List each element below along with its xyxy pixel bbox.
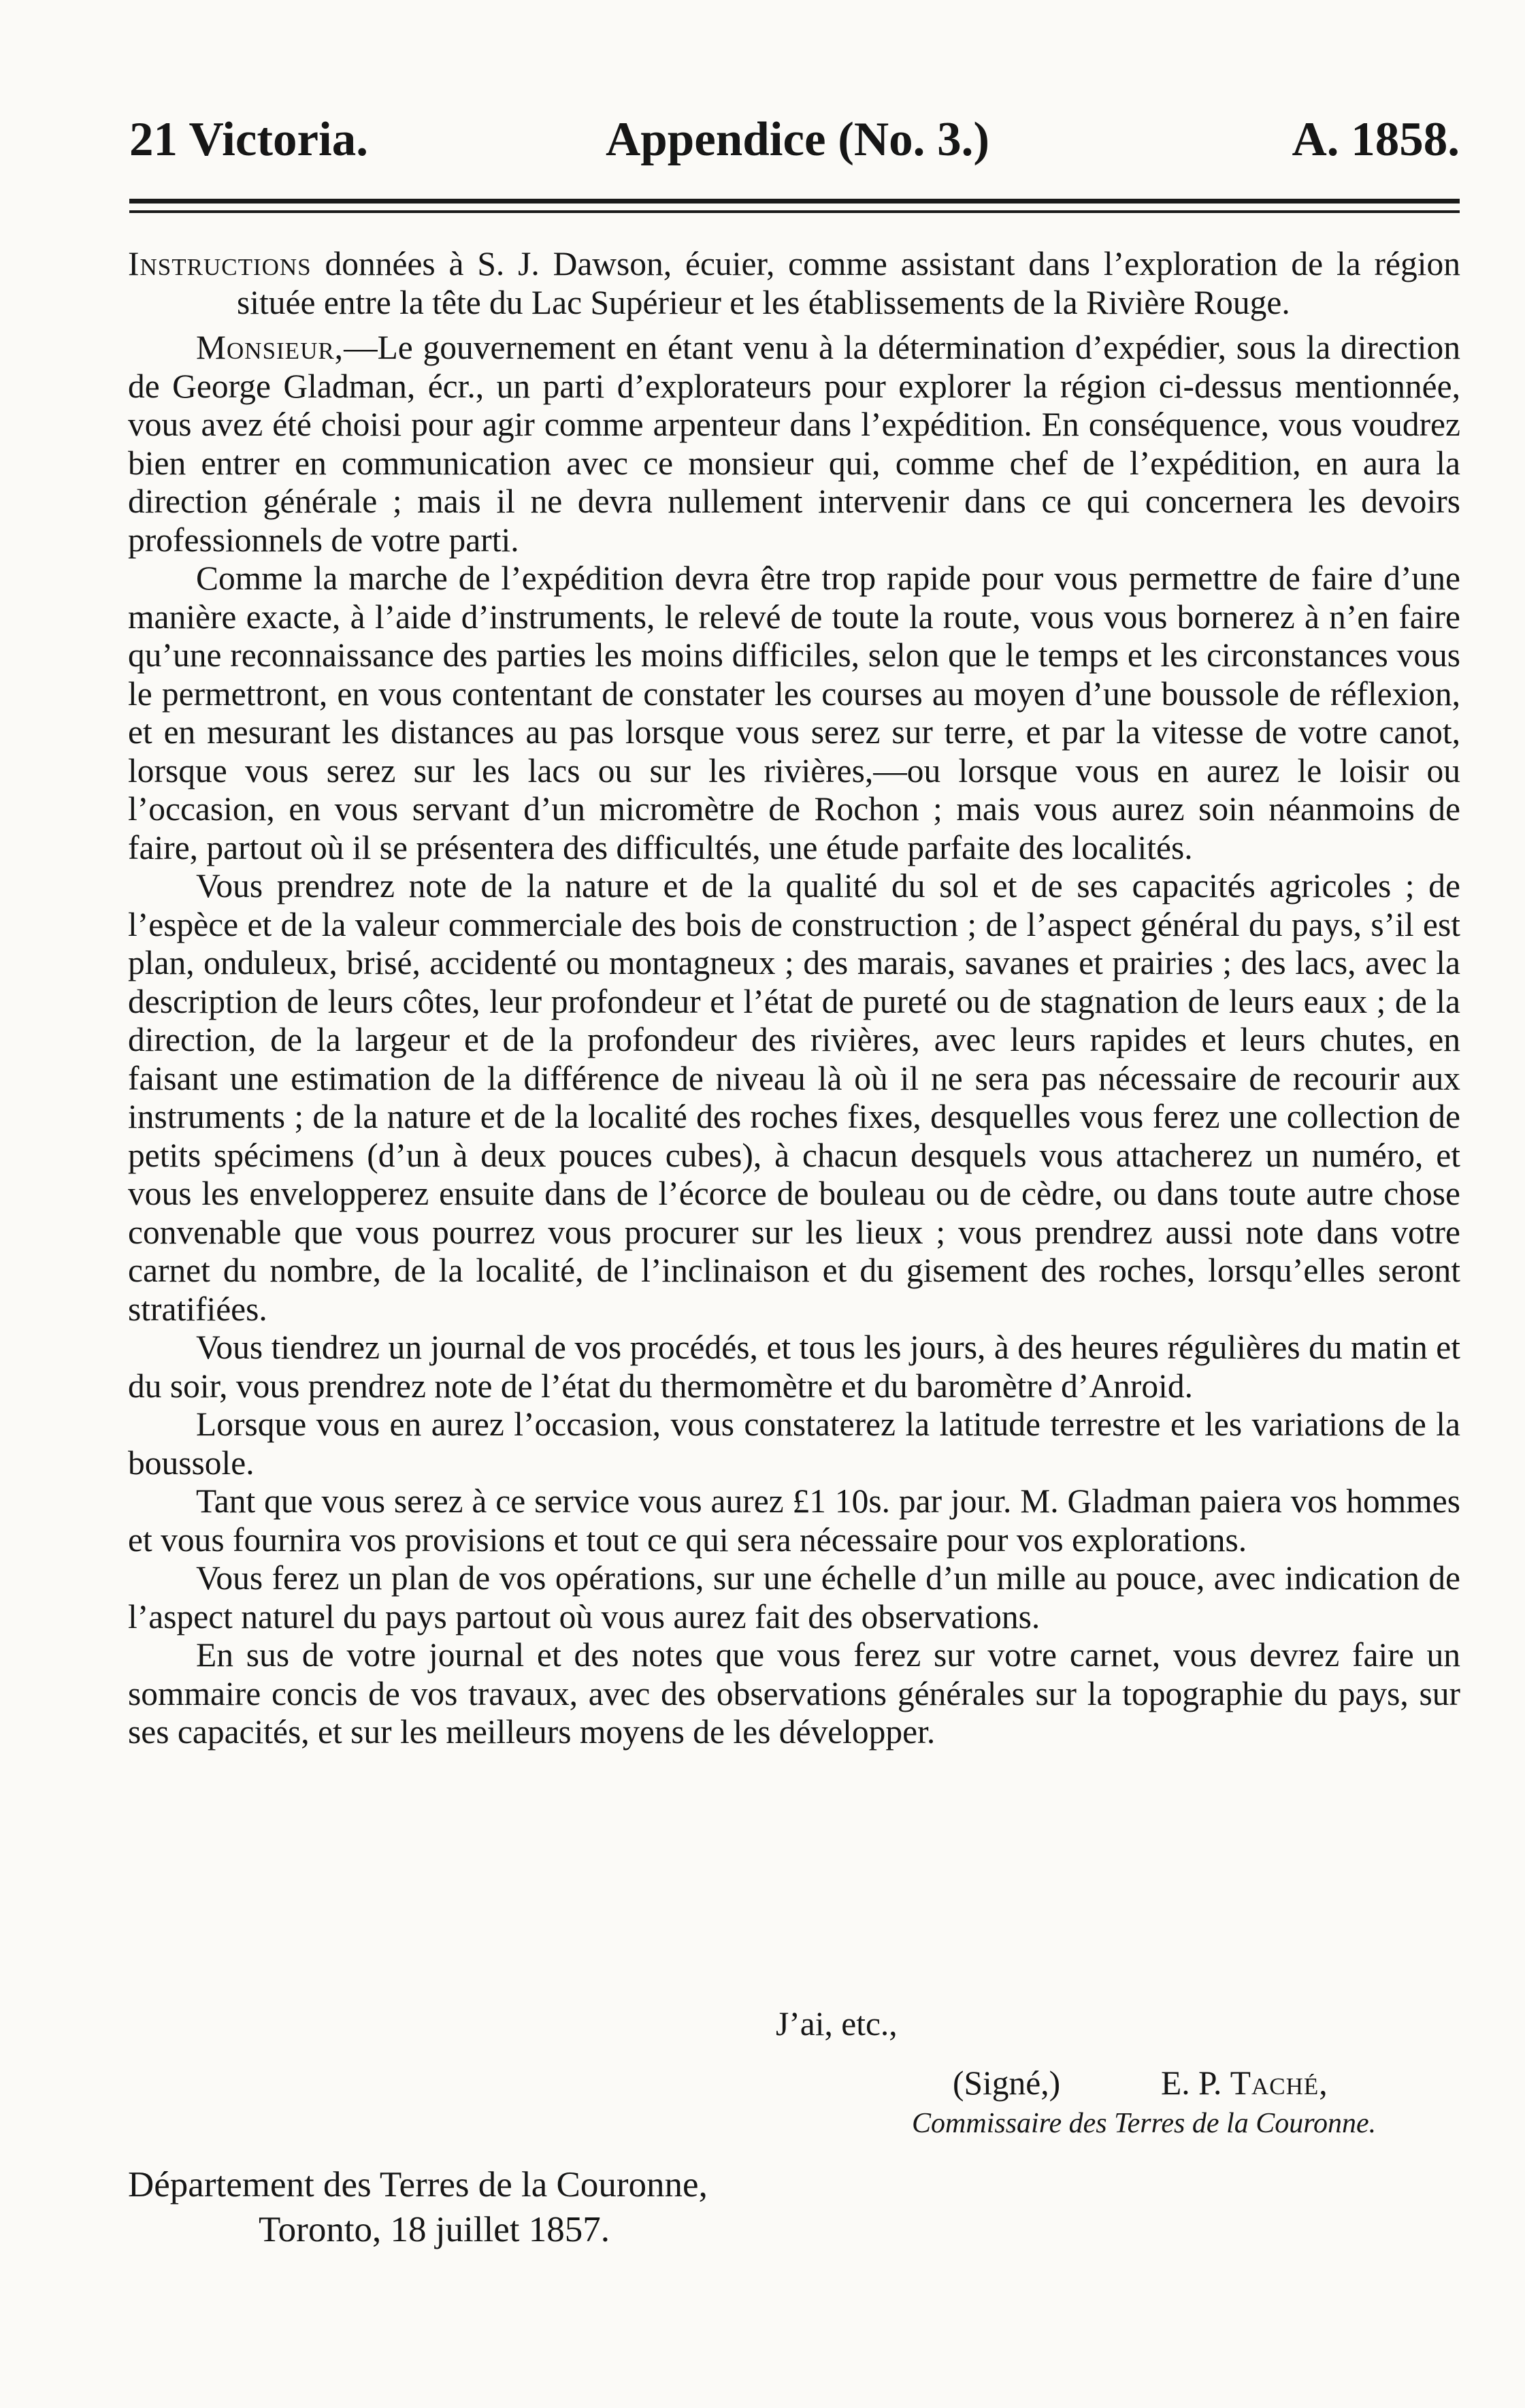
closing-line: J’ai, etc., [776,2005,898,2043]
page-header [129,112,1460,187]
salutation-lead: Monsieur, [196,329,344,366]
header-session: 21 Victoria. [129,113,368,166]
paragraph: Vous prendrez note de la nature et de la qualité du sol et de ses capacités agricoles ; de l’espèce et de la valeur commerciale des bois de construction ; de l’aspect général du pays, s’il est plan, onduleux, brisé, accidenté ou montagneux ; des marais, savanes et prairies ; des lacs, avec la description de leurs côtes, leur profondeur et l’état de pureté ou de stagnation de leurs eaux ; de la direction, de la largeur et de la profondeur des rivières, avec leurs rapides et leurs chutes, en faisant une estimation de la différence de niveau là où il ne sera pas nécessaire de recourir aux instruments ; de la nature et de la localité des roches fixes, desquelles vous ferez une collection de petits spécimens (d’un à deux pouces cubes), à chacun desquels vous attacherez un numéro, et vous les envelopperez ensuite dans de l’écorce de bouleau ou de cèdre, ou dans toute autre chose convenable que vous pourrez vous procurer sur les lieux ; vous prendrez aussi note dans votre carnet du nombre, de la localité, de l’inclinaison et du gisement des roches, lorsqu’elles seront stratifiées. [128,867,1460,1328]
title-lead: Instructions [128,245,312,282]
paragraph: Vous ferez un plan de vos opérations, sur une échelle d’un mille au pouce, avec indication de l’aspect naturel du pays partout où vous aurez fait des observations. [128,1559,1460,1636]
paragraph: Lorsque vous en aurez l’occasion, vous constaterez la latitude terrestre et les variations de la boussole. [128,1405,1460,1482]
salutation-text: —Le gouvernement en étant venu à la détermination d’expédier, sous la direction de George Gladman, écr., un parti d’explorateurs pour explorer la région ci-dessus mentionnée, vous avez été choisi pour agir comme arpenteur dans l’expédition. En conséquence, vous voudrez bien entrer en communication avec ce monsieur qui, comme chef de l’expédition, en aura la direction générale ; mais il ne devra nullement intervenir dans ce qui concernera les devoirs professionnels de votre parti. [128,329,1460,559]
paragraph: Vous tiendrez un journal de vos procédés, et tous les jours, à des heures régulières du matin et du soir, vous prendrez note de l’état du thermomètre et du baromètre d’Anroid. [128,1329,1460,1405]
header-year: A. 1858. [1292,113,1460,166]
document-body [128,245,1460,1752]
header-appendix: Appendice (No. 3.) [606,113,990,166]
department-line: Département des Terres de la Couronne, [128,2165,708,2204]
document-title [128,245,1460,322]
header-rule-thin [129,210,1460,213]
signature-label: (Signé,) [953,2064,1061,2102]
header-rule-thick [129,199,1460,204]
paragraph: En sus de votre journal et des notes que vous ferez sur votre carnet, vous devrez faire un sommaire concis de vos travaux, avec des observations générales sur la topographie du pays, sur ses capacités, et sur les meilleurs moyens de les développer. [128,1636,1460,1751]
place-date-line: Toronto, 18 juillet 1857. [259,2210,610,2249]
signature-title: Commissaire des Terres de la Couronne. [912,2108,1377,2139]
salutation-paragraph [128,329,1460,559]
signature-surname: Taché, [1230,2064,1328,2102]
title-text: données à S. J. Dawson, écuier, comme assistant dans l’exploration de la région située entre la tête du Lac Supérieur et les établissements de la Rivière Rouge. [237,245,1460,321]
paragraph: Tant que vous serez à ce service vous aurez £1 10s. par jour. M. Gladman paiera vos hommes et vous fournira vos provisions et tout ce qui sera nécessaire pour vos explorations. [128,1482,1460,1559]
signature-name [1161,2064,1328,2102]
paragraph: Comme la marche de l’expédition devra être trop rapide pour vous permettre de faire d’une manière exacte, à l’aide d’instruments, le relevé de toute la route, vous vous bornerez à n’en faire qu’une reconnaissance des parties les moins difficiles, selon que le temps et les circonstances vous le permettront, en vous contentant de constater les courses au moyen d’une boussole de réflexion, et en mesurant les distances au pas lorsque vous serez sur terre, et par la vitesse de votre canot, lorsque vous serez sur les lacs ou sur les rivières,—ou lorsque vous en aurez le loisir ou l’occasion, en vous servant d’un micromètre de Rochon ; mais vous aurez soin néanmoins de faire, partout où il se présentera des difficultés, une étude parfaite des localités. [128,559,1460,866]
signature-initials: E. P. [1161,2064,1230,2102]
